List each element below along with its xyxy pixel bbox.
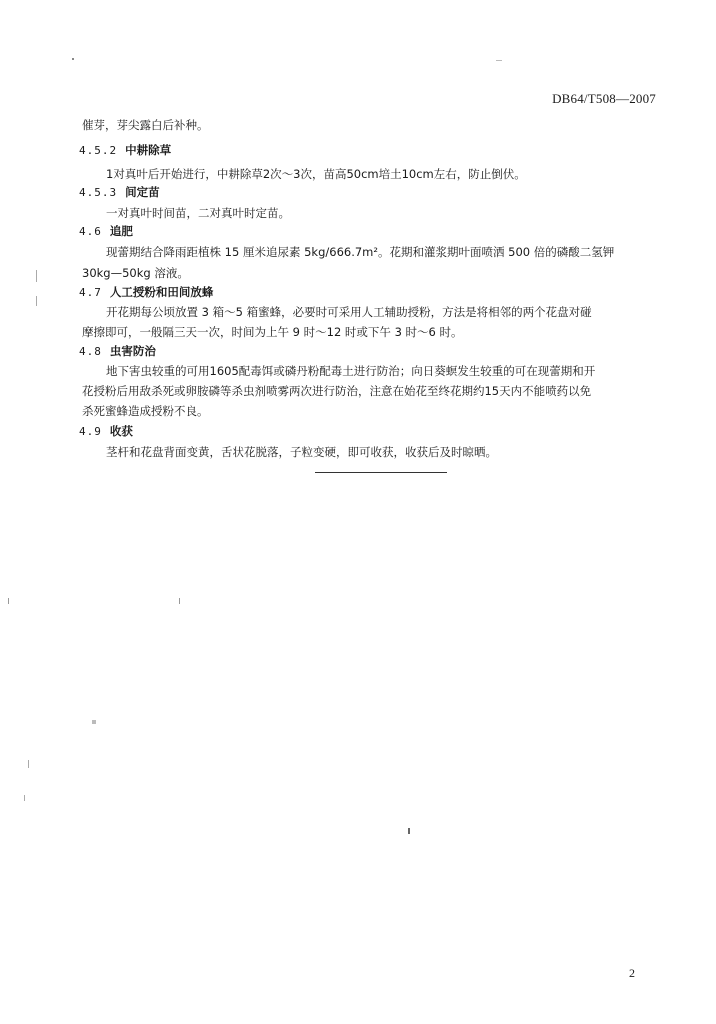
scan-speck [36,270,37,282]
paragraph-line: 地下害虫较重的可用1605配毒饵或磷丹粉配毒土进行防治；向日葵螟发生较重的可在现蕾期和开 [106,364,596,378]
scan-speck [36,296,37,306]
section-number: 4.5.3 [79,186,118,199]
standard-code: DB64/T508—2007 [552,91,656,106]
paragraph-line: 摩擦即可，一般隔三天一次，时间为上午 9 时～12 时或下午 3 时～6 时。 [82,325,463,339]
section-heading-4-7 [79,284,213,300]
section-title: 中耕除草 [125,143,172,157]
section-heading-4-5-2 [79,142,171,158]
section-heading-4-8 [79,343,156,359]
section-number: 4.8 [79,345,102,358]
scan-speck [24,795,25,801]
scan-speck [92,720,96,724]
scan-speck [72,58,74,60]
end-rule [315,472,447,473]
section-heading-4-9 [79,423,133,439]
section-title: 追肥 [109,224,133,238]
section-title: 虫害防治 [109,344,156,358]
section-title: 间定苗 [125,185,160,199]
paragraph-line: 开花期每公顷放置 3 箱～5 箱蜜蜂，必要时可采用人工辅助授粉，方法是将相邻的两个花盘对碰 [106,305,592,319]
paragraph-line: 现蕾期结合降雨距植株 15 厘米追尿素 5kg/666.7m²。花期和灌浆期叶面喷洒 500 倍的磷酸二氢钾 [106,245,615,259]
scan-speck [28,760,29,768]
paragraph-line: 茎杆和花盘背面变黄，舌状花脱落，子粒变硬，即可收获，收获后及时晾晒。 [106,445,497,459]
section-number: 4.7 [79,286,102,299]
section-number: 4.5.2 [79,144,118,157]
paragraph-line: 催芽，芽尖露白后补种。 [82,118,209,132]
section-number: 4.6 [79,225,102,238]
scan-speck [408,828,410,834]
scan-speck [8,598,9,604]
scan-speck [179,598,180,604]
section-number: 4.9 [79,425,102,438]
page-number: 2 [629,966,635,980]
section-title: 人工授粉和田间放蜂 [109,285,214,299]
section-heading-4-5-3 [79,184,160,200]
paragraph-line: 1对真叶后开始进行，中耕除草2次～3次，苗高50cm培土10cm左右，防止倒伏。 [106,167,526,181]
paragraph-line: 杀死蜜蜂造成授粉不良。 [82,404,209,418]
scan-speck [496,60,502,61]
paragraph-line: 一对真叶时间苗，二对真叶时定苗。 [106,206,290,220]
section-heading-4-6 [79,223,133,239]
section-title: 收获 [109,424,133,438]
paragraph-line: 30kg—50kg 溶液。 [82,266,189,280]
paragraph-line: 花授粉后用敌杀死或卵胺磷等杀虫剂喷雾两次进行防治，注意在始花至终花期约15天内不能喷药以免 [82,384,592,398]
